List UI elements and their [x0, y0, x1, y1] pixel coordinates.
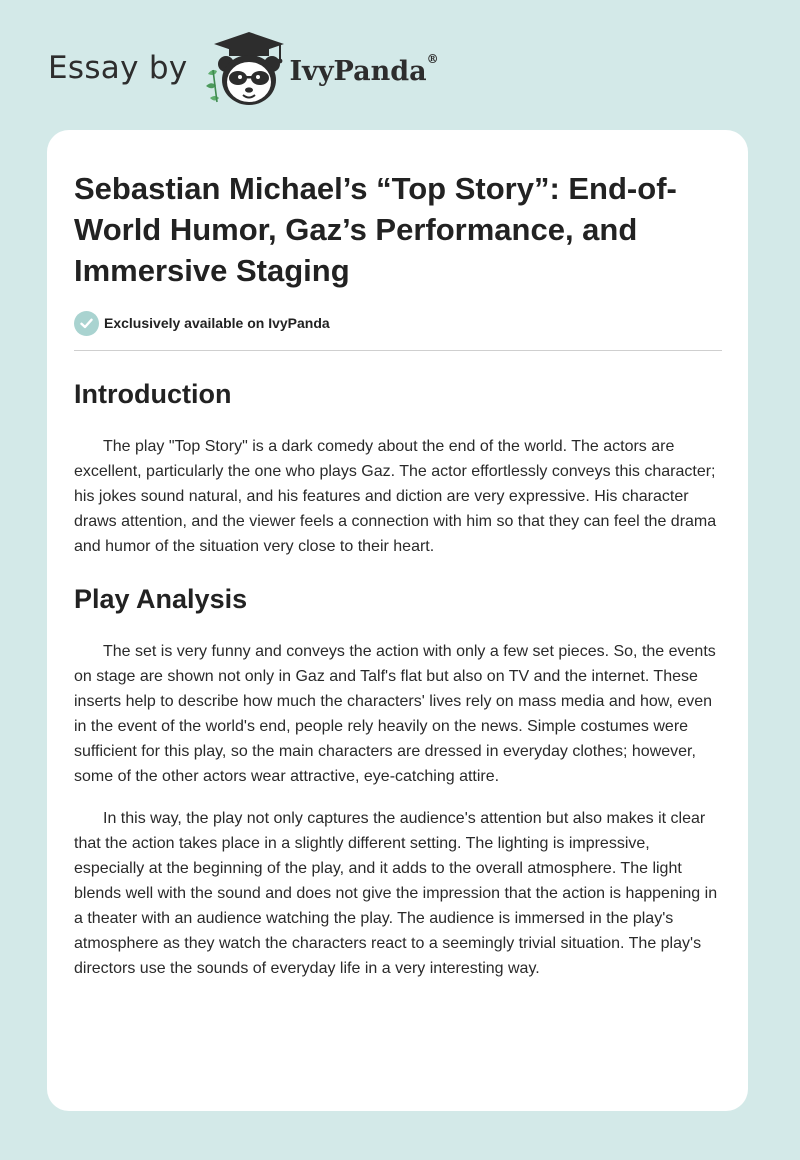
paragraph: In this way, the play not only captures the audience's attention but also makes it clear that the action takes place in a slightly different setting. The lighting is impressive, especially at the beginning of the play, and it adds to the overall atmosphere. The light blends well with the sound and does not give the impression that the action is happening in a theater with an audience watching the play. The audience is immersed in the play's atmosphere as they watch the characters react to a seemingly trivial situation. The play's directors use the sounds of everyday life in a very interesting way. [74, 810, 718, 977]
section-heading: Play Analysis [74, 584, 248, 614]
brand-name-text: IvyPanda [289, 55, 427, 87]
essay-card [47, 130, 748, 1111]
section-introduction [74, 378, 722, 559]
checkmark-icon [74, 311, 99, 336]
availability-badge [74, 309, 722, 337]
panda-logo-icon[interactable] [202, 30, 292, 110]
paragraph: The set is very funny and conveys the action with only a few set pieces. So, the events on stage are shown not only in Gaz and Talf's flat but also on TV and the internet. These inserts help to describe how much the characters' lives rely on mass media and how, even in the event of the world's end, people rely heavily on the news. Simple costumes were sufficient for this play, so the main characters are dressed in everyday clothes; however, some of the other actors wear attractive, eye-catching attire. [74, 643, 716, 785]
title-divider [74, 350, 722, 351]
page-title: Sebastian Michael’s “Top Story”: End-of-World Humor, Gaz’s Performance, and Immersive Staging [74, 171, 677, 288]
badge-text: Exclusively available on IvyPanda [104, 315, 330, 331]
section-heading: Introduction [74, 379, 232, 409]
registered-mark: ® [426, 51, 439, 66]
paragraph: The play "Top Story" is a dark comedy about the end of the world. The actors are excellent, particularly the one who plays Gaz. The actor effortlessly conveys this character; his jokes sound natural, and his features and diction are very expressive. His character draws attention, and the viewer feels a connection with him so that they can feel the drama and humor of the situation very close to their heart. [74, 438, 717, 555]
brand-name[interactable] [289, 51, 439, 87]
section-play-analysis [74, 583, 722, 981]
brand-prefix: Essay by [48, 50, 188, 86]
site-header [48, 30, 439, 110]
